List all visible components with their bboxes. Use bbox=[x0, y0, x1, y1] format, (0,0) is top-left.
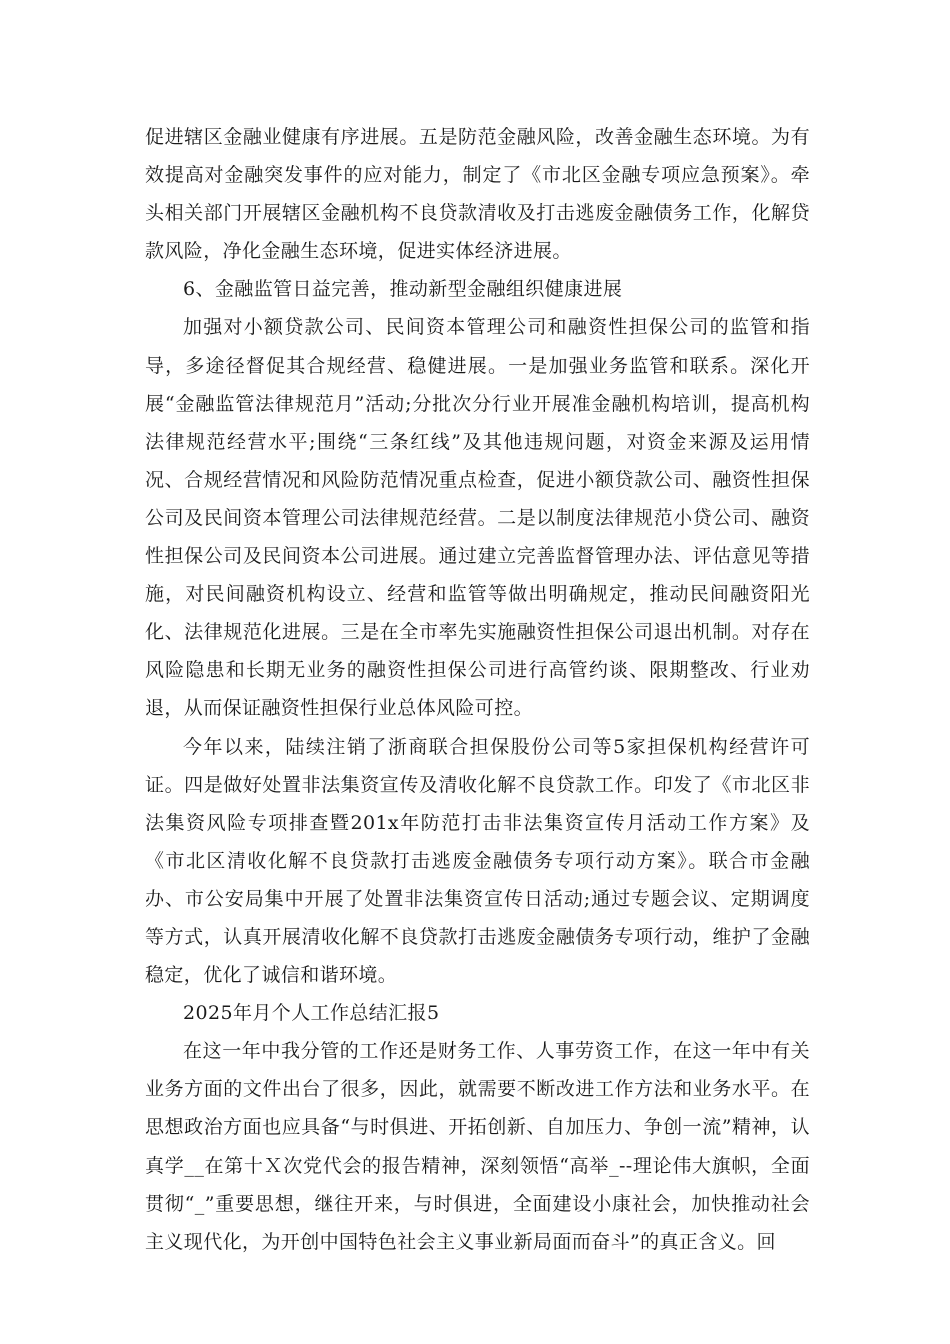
document-page bbox=[145, 118, 810, 1261]
paragraph-financial-risk: 促进辖区金融业健康有序进展。五是防范金融风险，改善金融生态环境。为有效提高对金融突发事件的应对能力，制定了《市北区金融专项应急预案》。牵头相关部门开展辖区金融机构不良贷款清收及打击逃废金融债务工作，化解贷款风险，净化金融生态环境，促进实体经济进展。 bbox=[145, 126, 810, 263]
paragraph-supervision-detail: 加强对小额贷款公司、民间资本管理公司和融资性担保公司的监管和指导，多途径督促其合规经营、稳健进展。一是加强业务监管和联系。深化开展“金融监管法律规范月”活动;分批次分行业开展准金融机构培训，提高机构法律规范经营水平;围绕“三条红线”及其他违规问题，对资金来源及运用情况、合规经营情况和风险防范情况重点检查，促进小额贷款公司、融资性担保公司及民间资本管理公司法律规范经营。二是以制度法律规范小贷公司、融资性担保公司及民间资本公司进展。通过建立完善监督管理办法、评估意见等措施，对民间融资机构设立、经营和监管等做出明确规定，推动民间融资阳光化、法律规范化进展。三是在全市率先实施融资性担保公司退出机制。对存在风险隐患和长期无业务的融资性担保公司进行高管约谈、限期整改、行业劝退，从而保证融资性担保行业总体风险可控。 bbox=[145, 316, 810, 720]
paragraph-illegal-fundraising: 今年以来，陆续注销了浙商联合担保股份公司等5家担保机构经营许可证。四是做好处置非法集资宣传及清收化解不良贷款工作。印发了《市北区非法集资风险专项排查暨201x年防范打击非法集资宣传月活动工作方案》及《市北区清收化解不良贷款打击逃废金融债务专项行动方案》。联合市金融办、市公安局集中开展了处置非法集资宣传日活动;通过专题会议、定期调度等方式，认真开展清收化解不良贷款打击逃废金融债务专项行动，维护了金融稳定，优化了诚信和谐环境。 bbox=[145, 735, 810, 987]
section-heading-summary-5: 2025年月个人工作总结汇报5 bbox=[183, 1002, 440, 1025]
paragraph-annual-work: 在这一年中我分管的工作还是财务工作、人事劳资工作，在这一年中有关业务方面的文件出台了很多，因此，就需要不断改进工作方法和业务水平。在思想政治方面也应具备“与时俱进、开拓创新、自加压力、争创一流”精神，认真学__在第十Ｘ次党代会的报告精神，深刻领悟“高举_--理论伟大旗帜，全面贯彻“_”重要思想，继往开来，与时俱进，全面建设小康社会，加快推动社会主义现代化，为开创中国特色社会主义事业新局面而奋斗”的真正含义。回 bbox=[145, 1040, 810, 1253]
section-heading-supervision: 6、金融监管日益完善，推动新型金融组织健康进展 bbox=[183, 278, 623, 301]
